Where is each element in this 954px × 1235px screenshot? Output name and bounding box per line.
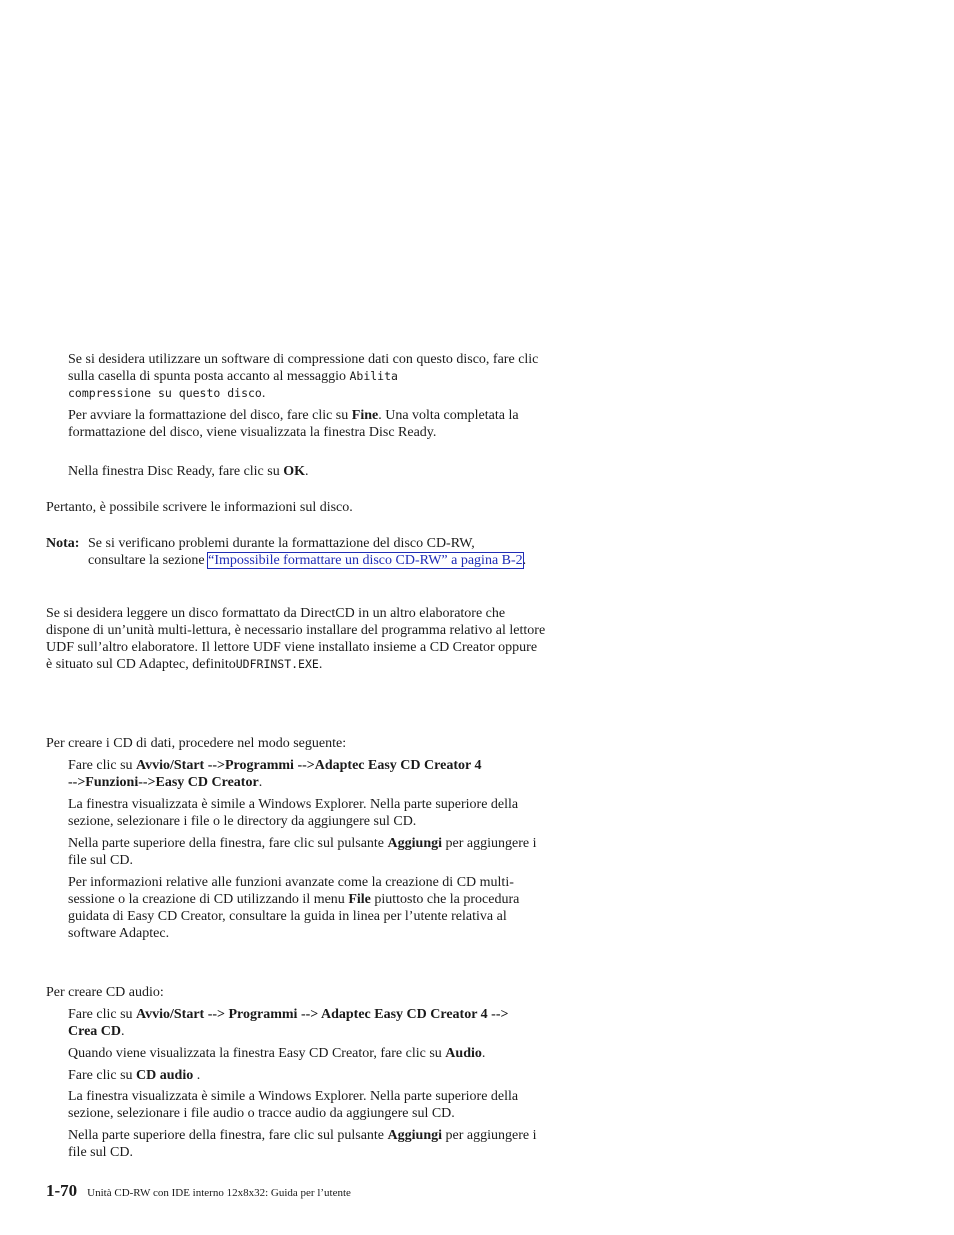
audio-cd-intro: Per creare CD audio: [46, 985, 164, 1000]
step-text: Fare clic su [68, 758, 137, 773]
link-text: pagina B-2 [460, 553, 523, 568]
step-text: Nella finestra Disc Ready, fare clic su [68, 464, 284, 479]
menu-path: -->Funzioni-->Easy CD Creator [68, 775, 259, 790]
step-text: Nella parte superiore della finestra, fare clic sul pulsante [68, 1128, 388, 1143]
menu-path: Avvio/Start --> Programmi --> Adaptec Easy CD Creator 4 --> [136, 1007, 509, 1022]
step-text: Per avviare la formattazione del disco, fare clic su [68, 408, 352, 423]
ui-term: CD audio [136, 1068, 194, 1083]
paragraph-text: . [318, 657, 323, 672]
data-step-open-creator [68, 757, 548, 791]
audio-step-select-tracks: La finestra visualizzata è simile a Windows Explorer. Nella parte superiore della sezione, selezionare i file audio o tracce audio da aggiungere sul CD. [68, 1089, 519, 1121]
step-text: . [261, 386, 266, 401]
step-text: Fare clic su [68, 1068, 137, 1083]
step-disc-ready-ok [68, 463, 548, 480]
step-text: . [121, 1024, 125, 1039]
ui-term: Aggiungi [387, 1128, 442, 1143]
paragraph-text: Se si desidera leggere un disco formattato da DirectCD in un altro elaboratore che dispone di un’unità multi-lettura, è necessario installare del programma relativo al lettore UDF sull’altro elaboratore. Il lettore UDF viene installato insieme a CD Creator oppure è situato sul CD Adaptec, definito [46, 606, 546, 672]
note-body: . [522, 553, 527, 568]
step-text: Se si desidera utilizzare un software di compressione dati con questo disco, fare clic sulla casella di spunta posta accanto al messaggio [68, 352, 539, 384]
page-number: 1-70 [46, 1181, 78, 1200]
footer-title: Unità CD-RW con IDE interno 12x8x32: Guida per l’utente [87, 1187, 351, 1199]
step-text: . [193, 1068, 201, 1083]
step-text: . [481, 1046, 486, 1061]
paragraph-udf-reader [46, 605, 546, 673]
ui-term: Fine [351, 408, 379, 423]
cross-reference-link[interactable] [208, 553, 523, 568]
data-cd-intro: Per creare i CD di dati, procedere nel modo seguente: [46, 736, 347, 751]
step-start-format [68, 407, 548, 441]
paragraph-pertanto: Pertanto, è possibile scrivere le informazioni sul disco. [46, 500, 353, 515]
message-text: Abilita [349, 369, 398, 383]
step-text: Per informazioni relative alle funzioni avanzate come la creazione di CD multi-sessione o la creazione di CD utilizzando il menu [68, 875, 514, 907]
page-footer [46, 1181, 351, 1203]
filename: UDFRINST.EXE [235, 657, 319, 671]
audio-step-add-files [68, 1127, 548, 1161]
menu-path: Crea CD [68, 1024, 122, 1039]
note-label: Nota: [46, 536, 80, 551]
link-text: “Impossibile formattare un disco CD-RW” a [208, 553, 458, 568]
ui-term: Audio [445, 1046, 482, 1061]
step-text: per aggiungere i file sul CD. [68, 1128, 537, 1160]
note-text [88, 535, 528, 569]
audio-step-cd-audio [68, 1067, 548, 1084]
step-text: Nella parte superiore della finestra, fare clic sul pulsante [68, 836, 388, 851]
step-text: piuttosto che la procedura guidata di Easy CD Creator, consultare la guida in linea per l’utente relativa al software Adaptec. [68, 892, 520, 941]
ui-term: OK [283, 464, 306, 479]
audio-step-open-creator [68, 1006, 548, 1040]
step-text: Quando viene visualizzata la finestra Easy CD Creator, fare clic su [68, 1046, 446, 1061]
ui-term: File [348, 892, 371, 907]
ui-term: Aggiungi [387, 836, 442, 851]
step-text: Fare clic su [68, 1007, 137, 1022]
note-body: Se si verificano problemi durante la formattazione del disco CD-RW, consultare la sezione [88, 536, 475, 568]
step-text: . Una volta completata la formattazione del disco, viene visualizzata la finestra Disc Ready. [68, 408, 519, 440]
menu-path: Avvio/Start -->Programmi -->Adaptec Easy CD Creator 4 [136, 758, 482, 773]
step-enable-compression [68, 351, 548, 402]
step-text: . [258, 775, 263, 790]
data-step-select-files: La finestra visualizzata è simile a Windows Explorer. Nella parte superiore della sezione, selezionare i file o le directory da aggiungere sul CD. [68, 797, 519, 829]
data-step-add-files [68, 835, 548, 869]
data-step-advanced-info [68, 874, 548, 942]
message-text: compressione su questo disco [68, 386, 262, 400]
audio-step-click-audio [68, 1045, 548, 1062]
step-text: per aggiungere i file sul CD. [68, 836, 537, 868]
step-text: . [305, 464, 309, 479]
